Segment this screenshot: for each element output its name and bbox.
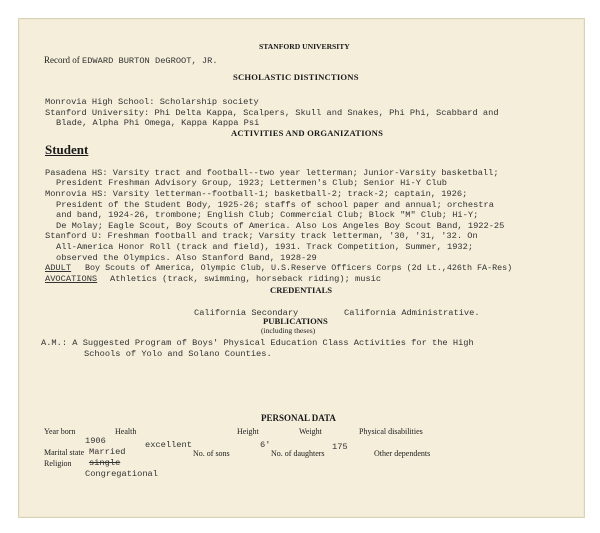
avocations-label: AVOCATIONS: [45, 274, 98, 284]
activity-line: President of the Student Body, 1925-26; staffs of school paper and annual; orchestra: [56, 200, 494, 210]
publications-subtitle: (including theses): [261, 326, 316, 335]
publication-line: Schools of Yolo and Solano Counties.: [84, 349, 272, 359]
activity-line: President Freshman Advisory Group, 1923; Lettermen's Club; Senior Hi-Y Club: [56, 178, 448, 188]
religion-label: Religion: [44, 459, 72, 468]
publication-line: A.M.: A Suggested Program of Boys' Physical Education Class Activities for the High: [41, 338, 474, 348]
publications-title: PUBLICATIONS: [263, 316, 328, 326]
height-label: Height: [237, 427, 259, 436]
credentials-title: CREDENTIALS: [270, 285, 333, 295]
activities-title: ACTIVITIES AND ORGANIZATIONS: [231, 128, 384, 138]
scholastic-line: Blade, Alpha Phi Omega, Kappa Kappa Psi: [56, 118, 260, 128]
activity-line: Stanford U: Freshman football and track; Varsity track letterman, '30, '31, '32. On: [45, 231, 478, 241]
marital-struck-value: single: [89, 458, 121, 468]
adult-label: ADULT: [45, 263, 72, 273]
student-label: Student: [45, 142, 89, 157]
scholastic-line: Stanford University: Phi Delta Kappa, Scalpers, Skull and Snakes, Phi Phi, Scabbard and: [45, 108, 499, 118]
religion-value: Congregational: [85, 469, 158, 479]
year-born-label: Year born: [44, 427, 76, 436]
weight-value: 175: [332, 442, 348, 452]
marital-state-value: Married: [89, 447, 126, 457]
height-value: 6': [260, 440, 271, 450]
activity-line: Monrovia HS: Varsity letterman--football-1; basketball-2; track-2; captain, 1926;: [45, 189, 468, 199]
record-of-label: Record of: [44, 55, 80, 65]
weight-label: Weight: [299, 427, 322, 436]
credential-item: California Administrative.: [344, 308, 480, 318]
activity-line: All-America Honor Roll (track and field), 1931. Track Competition, Summer, 1932;: [56, 242, 474, 252]
health-value: excellent: [145, 440, 192, 450]
scholastic-title: SCHOLASTIC DISTINCTIONS: [233, 72, 359, 82]
marital-state-label: Marital state: [44, 448, 85, 457]
record-card: [18, 18, 585, 518]
scholastic-line: Monrovia High School: Scholarship society: [45, 97, 259, 107]
record-name: EDWARD BURTON DeGROOT, JR.: [82, 56, 218, 66]
other-dependents-label: Other dependents: [374, 449, 431, 458]
credential-item: California Secondary: [194, 308, 299, 318]
health-label: Health: [115, 427, 137, 436]
activity-line: De Molay; Eagle Scout, Boy Scouts of America. Also Los Angeles Boy Scout Band, 1922-25: [56, 221, 505, 231]
no-of-daughters-label: No. of daughters: [271, 449, 325, 458]
avocations-text: Athletics (track, swimming, horseback riding); music: [110, 274, 382, 284]
no-of-sons-label: No. of sons: [193, 449, 230, 458]
adult-text: Boy Scouts of America, Olympic Club, U.S.Reserve Officers Corps (2d Lt.,426th FA-Res): [85, 263, 513, 273]
activity-line: observed the Olympics. Also Stanford Band, 1928-29: [56, 253, 317, 263]
year-born-value: 1906: [85, 436, 106, 446]
university-title: STANFORD UNIVERSITY: [259, 42, 350, 51]
activity-line: Pasadena HS: Varsity tract and football--two year letterman; Junior-Varsity basketball;: [45, 168, 499, 178]
personal-title: PERSONAL DATA: [261, 413, 336, 423]
physical-disabilities-label: Physical disabilities: [359, 427, 423, 436]
activity-line: and band, 1924-26, trombone; English Club; Commercial Club; Block "M" Club; Hi-Y;: [56, 210, 479, 220]
